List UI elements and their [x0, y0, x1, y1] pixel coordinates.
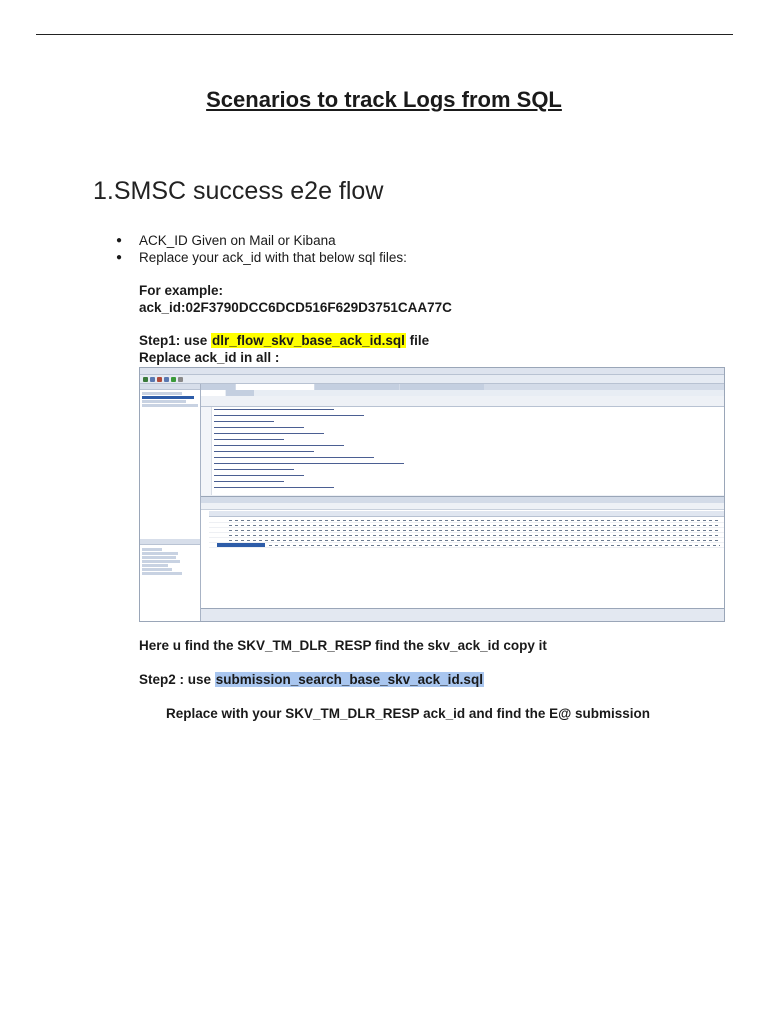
page-title: Scenarios to track Logs from SQL	[206, 87, 562, 112]
header-rule	[36, 34, 733, 35]
step2-sql-file: submission_search_base_skv_ack_id.sql	[215, 672, 483, 687]
section-heading: 1.SMSC success e2e flow	[93, 177, 384, 205]
list-item: ● Replace your ack_id with that below sql files:	[116, 249, 407, 266]
step1-suffix: file	[405, 333, 430, 348]
step1-prefix: Step1: use	[139, 333, 212, 348]
sql-editor	[201, 406, 724, 495]
ide-toolbar	[140, 375, 724, 384]
step2-line	[139, 672, 484, 687]
query-result-grid	[201, 496, 724, 609]
example-label: For example:	[139, 283, 224, 298]
ide-menubar	[140, 368, 724, 375]
reports-pane	[140, 539, 200, 621]
find-instruction: Here u find the SKV_TM_DLR_RESP find the skv_ack_id copy it	[139, 638, 547, 653]
example-ack-id: ack_id:02F3790DCC6DCD516F629D3751CAA77C	[139, 300, 452, 315]
step1-line	[139, 333, 429, 348]
step1-sql-file: dlr_flow_skv_base_ack_id.sql	[212, 333, 405, 348]
step2-prefix: Step2 : use	[139, 672, 215, 687]
editor-area	[201, 384, 724, 621]
list-item: ● ACK_ID Given on Mail or Kibana	[116, 232, 407, 249]
sql-developer-screenshot	[139, 367, 725, 622]
bullet-list	[116, 232, 407, 266]
messages-bar	[201, 608, 724, 621]
final-instruction: Replace with your SKV_TM_DLR_RESP ack_id and find the E@ submission	[166, 706, 651, 721]
connections-pane	[140, 384, 201, 621]
replace-line: Replace ack_id in all :	[139, 350, 280, 365]
